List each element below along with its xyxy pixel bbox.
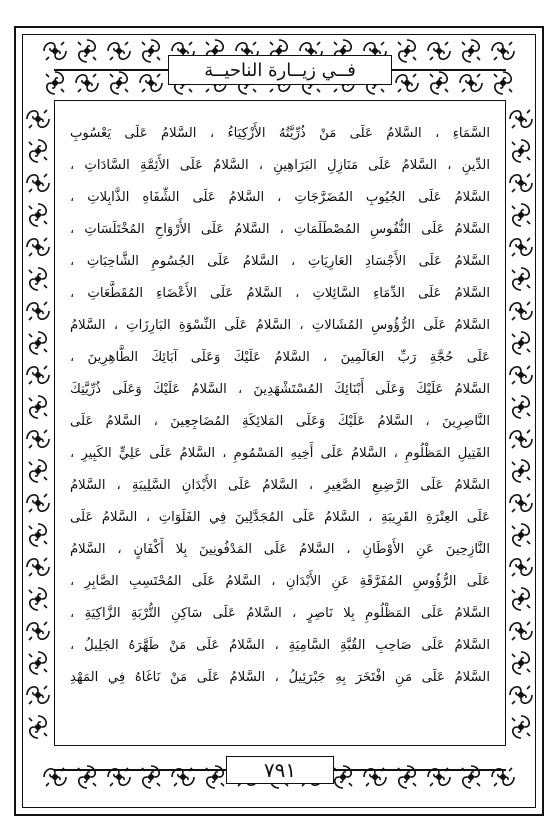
arabesque-ornament-icon <box>40 68 70 98</box>
ornament-tile <box>506 616 536 646</box>
text-line: السَّلامُ عَلَى الأَجْسَادِ العَارِيَاتِ ، السَّلامُ عَلَى الجُسُومِ الشَّاحِبَاتِ ، <box>70 254 490 269</box>
text-line: الدِّينِ ، السَّلامُ عَلَى مَنَازِلِ البَرَاهِينِ ، السَّلامُ عَلَى الأَئِمَّةِ السَّادَاتِ ، <box>70 158 490 173</box>
ornament-tile <box>40 68 70 98</box>
arabesque-ornament-icon <box>23 200 53 230</box>
arabesque-ornament-icon <box>506 232 536 262</box>
ornament-tile <box>506 360 536 390</box>
ornament-tile <box>506 552 536 582</box>
ornament-tile <box>23 616 53 646</box>
ornament-tile <box>488 68 518 98</box>
arabesque-ornament-icon <box>23 424 53 454</box>
ornament-tile <box>23 104 53 134</box>
arabesque-ornament-icon <box>360 762 390 792</box>
ornament-tile <box>506 648 536 678</box>
arabesque-ornament-icon <box>23 168 53 198</box>
ornament-tile <box>136 36 166 66</box>
footer-rule-right <box>334 769 506 771</box>
arabesque-ornament-icon <box>506 488 536 518</box>
ornament-tile <box>506 392 536 422</box>
arabesque-ornament-icon <box>506 200 536 230</box>
ornament-tile <box>506 456 536 486</box>
text-line: القَتِيلِ المَظْلُومِ ، السَّلامُ عَلَى أَخِيهِ المَسْمُومِ ، السَّلامُ عَلَى عَلِيٍّ الكَبِيرِ ، <box>70 446 490 461</box>
ornament-tile <box>40 36 70 66</box>
arabesque-ornament-icon <box>506 424 536 454</box>
text-line: السَّمَاءِ ، السَّلامُ عَلَى مَنْ ذُرِّيَّتُهُ الأَزْكِيَاءُ ، السَّلامُ عَلَى يَعْسُوبِ <box>70 126 490 141</box>
page-number: ٧٩١ <box>263 758 297 782</box>
text-line: عَلَى حُجَّةِ رَبِّ العَالَمِينَ ، السَّلامُ عَلَيْكَ وَعَلَى آبَائِكَ الطَّاهِرِينَ ، <box>70 350 490 365</box>
arabesque-ornament-icon <box>23 360 53 390</box>
text-line: عَلَى العِتْرَةِ القَرِيبَةِ ، السَّلامُ عَلَى المُجَدَّلِينَ فِي الفَلَوَاتِ ، السَّلامُ عَلَى <box>70 510 490 525</box>
ornament-tile <box>424 68 454 98</box>
ornament-tile <box>23 328 53 358</box>
arabesque-ornament-icon <box>488 762 518 792</box>
ornament-tile <box>506 200 536 230</box>
arabesque-ornament-icon <box>40 762 70 792</box>
ornament-tile <box>392 68 422 98</box>
arabesque-ornament-icon <box>506 360 536 390</box>
ornament-tile <box>136 762 166 792</box>
arabesque-ornament-icon <box>424 762 454 792</box>
ornament-tile <box>424 36 454 66</box>
ornament-tile <box>392 36 422 66</box>
arabesque-ornament-icon <box>136 36 166 66</box>
ornament-tile <box>168 762 198 792</box>
arabesque-ornament-icon <box>23 456 53 486</box>
ornament-tile <box>23 232 53 262</box>
text-line: السَّلامُ عَلَى المَظْلُومِ بِلا نَاصِرٍ ، السَّلامُ عَلَى سَاكِنِ التُّرْبَةِ الزَّاكِيَةِ ، <box>70 606 490 621</box>
ornament-tile <box>506 136 536 166</box>
arabesque-ornament-icon <box>23 104 53 134</box>
text-line: السَّلامُ عَلَى صَاحِبِ القُبَّةِ السَّامِيَةِ ، السَّلامُ عَلَى مَنْ طَهَّرَهُ الجَلِيلُ ، <box>70 638 490 653</box>
ornament-border-right <box>506 100 536 746</box>
arabesque-ornament-icon <box>23 264 53 294</box>
arabesque-ornament-icon <box>506 296 536 326</box>
ornament-tile <box>104 762 134 792</box>
text-line: السَّلامُ عَلَى الدِّمَاءِ السَّائِلاتِ ، السَّلامُ عَلَى الأَعْضَاءِ المُقَطَّعَاتِ ، <box>70 286 490 301</box>
main-text <box>70 118 490 718</box>
ornament-tile <box>506 712 536 742</box>
ornament-tile <box>23 648 53 678</box>
running-header <box>168 55 392 85</box>
page-number-box <box>226 756 334 784</box>
ornament-tile <box>506 104 536 134</box>
arabesque-ornament-icon <box>23 552 53 582</box>
ornament-tile <box>360 762 390 792</box>
arabesque-ornament-icon <box>104 762 134 792</box>
arabesque-ornament-icon <box>23 520 53 550</box>
arabesque-ornament-icon <box>456 36 486 66</box>
ornament-tile <box>23 296 53 326</box>
arabesque-ornament-icon <box>506 392 536 422</box>
ornament-tile <box>23 456 53 486</box>
ornament-tile <box>72 68 102 98</box>
ornament-tile <box>23 360 53 390</box>
arabesque-ornament-icon <box>23 488 53 518</box>
arabesque-ornament-icon <box>168 762 198 792</box>
header-rule-right <box>392 69 506 71</box>
arabesque-ornament-icon <box>392 762 422 792</box>
arabesque-ornament-icon <box>104 36 134 66</box>
arabesque-ornament-icon <box>23 328 53 358</box>
arabesque-ornament-icon <box>424 68 454 98</box>
ornament-tile <box>506 680 536 710</box>
arabesque-ornament-icon <box>136 762 166 792</box>
ornament-tile <box>424 762 454 792</box>
arabesque-ornament-icon <box>506 680 536 710</box>
arabesque-ornament-icon <box>506 104 536 134</box>
ornament-tile <box>506 424 536 454</box>
arabesque-ornament-icon <box>23 648 53 678</box>
text-line: السَّلامُ عَلَى مَنِ افْتَخَرَ بِهِ جَبْرَئِيلُ ، السَّلامُ عَلَى مَنْ نَاغَاهُ فِي المَهْدِ <box>70 670 490 685</box>
ornament-tile <box>506 296 536 326</box>
arabesque-ornament-icon <box>136 68 166 98</box>
text-line: السَّلامُ عَلَيْكَ وَعَلَى أَبْنَائِكَ المُسْتَشْهَدِينَ ، السَّلامُ عَلَيْكَ وَعَلَى ذُرِّيَّتِكَ <box>70 382 490 397</box>
ornament-tile <box>136 68 166 98</box>
arabesque-ornament-icon <box>104 68 134 98</box>
ornament-tile <box>23 264 53 294</box>
header-title: فــي زيــارة الناحيــة <box>204 59 356 81</box>
ornament-tile <box>40 762 70 792</box>
arabesque-ornament-icon <box>506 616 536 646</box>
text-line: السَّلامُ عَلَى الرَّضِيعِ الصَّغِيرِ ، السَّلامُ عَلَى الأَبْدَانِ السَّلِيبَةِ ، السَّلامُ <box>70 478 490 493</box>
text-line: السَّلامُ عَلَى الجُيُوبِ المُضَرَّجَاتِ ، السَّلامُ عَلَى الشِّفَاهِ الذَّابِلاتِ ، <box>70 190 490 205</box>
ornament-tile <box>104 36 134 66</box>
text-line: عَلَى الرُّؤُوسِ المُفَرَّقَةِ عَنِ الأَبْدَانِ ، السَّلامُ عَلَى المُحْتَسِبِ الصَّابِرِ ، <box>70 574 490 589</box>
arabesque-ornament-icon <box>392 68 422 98</box>
ornament-tile <box>506 488 536 518</box>
ornament-tile <box>23 392 53 422</box>
ornament-tile <box>72 36 102 66</box>
ornament-border-left <box>22 100 54 746</box>
ornament-tile <box>72 762 102 792</box>
ornament-tile <box>506 232 536 262</box>
arabesque-ornament-icon <box>72 762 102 792</box>
text-line: السَّلامُ عَلَى النُّفُوسِ المُصْطَلَمَاتِ ، السَّلامُ عَلَى الأَرْوَاحِ المُخْتَلَسَاتِ ، <box>70 222 490 237</box>
ornament-tile <box>506 328 536 358</box>
ornament-tile <box>488 36 518 66</box>
ornament-tile <box>23 424 53 454</box>
arabesque-ornament-icon <box>506 136 536 166</box>
ornament-tile <box>506 584 536 614</box>
arabesque-ornament-icon <box>506 584 536 614</box>
arabesque-ornament-icon <box>392 36 422 66</box>
arabesque-ornament-icon <box>72 36 102 66</box>
ornament-tile <box>392 762 422 792</box>
arabesque-ornament-icon <box>488 36 518 66</box>
arabesque-ornament-icon <box>488 68 518 98</box>
ornament-tile <box>23 680 53 710</box>
ornament-tile <box>23 488 53 518</box>
arabesque-ornament-icon <box>23 232 53 262</box>
arabesque-ornament-icon <box>72 68 102 98</box>
ornament-tile <box>104 68 134 98</box>
arabesque-ornament-icon <box>506 328 536 358</box>
arabesque-ornament-icon <box>506 648 536 678</box>
arabesque-ornament-icon <box>40 36 70 66</box>
arabesque-ornament-icon <box>23 392 53 422</box>
arabesque-ornament-icon <box>506 168 536 198</box>
ornament-tile <box>23 520 53 550</box>
ornament-tile <box>23 552 53 582</box>
arabesque-ornament-icon <box>506 456 536 486</box>
arabesque-ornament-icon <box>23 584 53 614</box>
text-line: السَّلامُ عَلَى الرُّؤُوسِ المُشَالاتِ ، السَّلامُ عَلَى النِّسْوَةِ البَارِزَاتِ ، السَّلامُ <box>70 318 490 333</box>
ornament-tile <box>456 762 486 792</box>
ornament-tile <box>456 36 486 66</box>
arabesque-ornament-icon <box>23 616 53 646</box>
ornament-tile <box>456 68 486 98</box>
arabesque-ornament-icon <box>23 136 53 166</box>
ornament-tile <box>23 136 53 166</box>
text-line: النَّازِحِينَ عَنِ الأَوْطَانِ ، السَّلامُ عَلَى المَدْفُونِينَ بِلا أَكْفَانٍ ، السَّلامُ <box>70 542 490 557</box>
arabesque-ornament-icon <box>506 520 536 550</box>
ornament-tile <box>506 264 536 294</box>
text-line: النَّاصِرِينَ ، السَّلامُ عَلَيْكَ وَعَلَى المَلائِكَةِ المُضَاجِعِينَ ، السَّلامُ عَلَى <box>70 414 490 429</box>
arabesque-ornament-icon <box>23 296 53 326</box>
ornament-tile <box>23 168 53 198</box>
ornament-tile <box>506 520 536 550</box>
ornament-tile <box>488 762 518 792</box>
arabesque-ornament-icon <box>506 712 536 742</box>
ornament-tile <box>23 200 53 230</box>
arabesque-ornament-icon <box>23 712 53 742</box>
arabesque-ornament-icon <box>506 552 536 582</box>
arabesque-ornament-icon <box>456 68 486 98</box>
header-rule-left <box>54 69 168 71</box>
footer-rule-left <box>54 769 226 771</box>
ornament-tile <box>506 168 536 198</box>
ornament-tile <box>23 712 53 742</box>
arabesque-ornament-icon <box>23 680 53 710</box>
arabesque-ornament-icon <box>456 762 486 792</box>
arabesque-ornament-icon <box>506 264 536 294</box>
ornament-tile <box>23 584 53 614</box>
arabesque-ornament-icon <box>424 36 454 66</box>
